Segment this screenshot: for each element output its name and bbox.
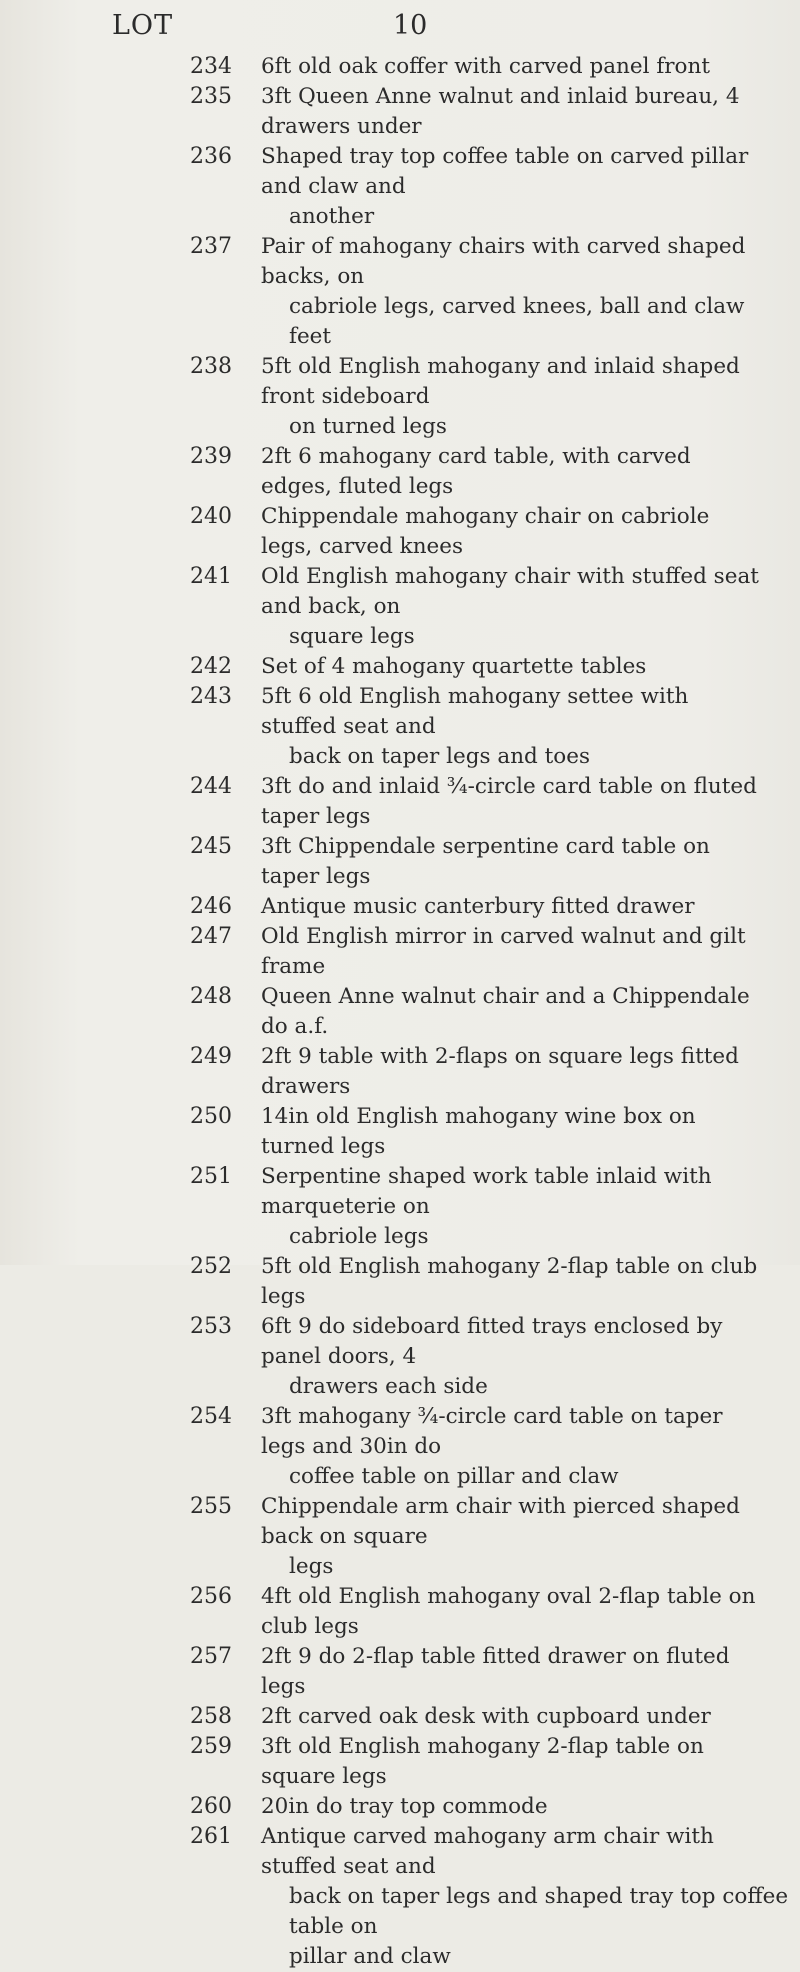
lot-number: 245 [190, 834, 232, 859]
lot-description: 3ft Queen Anne walnut and inlaid bureau, 4 drawers under [261, 84, 740, 139]
lot-row [0, 82, 800, 142]
lot-number: 254 [190, 1404, 232, 1429]
lot-description: Chippendale arm chair with pierced shaped back on square [261, 1494, 740, 1549]
lot-description: Serpentine shaped work table inlaid with marqueterie on [261, 1164, 712, 1219]
lot-number: 235 [190, 84, 232, 109]
lot-number: 246 [190, 894, 232, 919]
lot-description-continued: pillar and claw [289, 1944, 451, 1969]
lot-description: Old English mahogany chair with stuffed seat and back, on [261, 564, 759, 619]
lot-row [0, 1702, 800, 1732]
lot-description: Antique carved mahogany arm chair with stuffed seat and [261, 1824, 714, 1879]
lot-description: Antique music canterbury fitted drawer [261, 894, 695, 919]
lot-row [0, 1822, 800, 1972]
lot-description: 14in old English mahogany wine box on turned legs [261, 1104, 696, 1159]
lot-description-continued: drawers each side [289, 1374, 488, 1399]
lot-description: Old English mirror in carved walnut and gilt frame [261, 924, 746, 979]
lot-number: 247 [190, 924, 232, 949]
lot-number: 256 [190, 1584, 232, 1609]
lot-description: 5ft 6 old English mahogany settee with stuffed seat and [261, 684, 689, 739]
lot-description: 3ft do and inlaid ¾-circle card table on fluted taper legs [261, 774, 757, 829]
lot-description: 2ft carved oak desk with cupboard under [261, 1704, 711, 1729]
lot-row [0, 1252, 800, 1312]
lot-description: 2ft 9 do 2-flap table fitted drawer on fluted legs [261, 1644, 730, 1699]
lot-number: 237 [190, 234, 232, 259]
lot-description-continued: back on taper legs and shaped tray top coffee table on [289, 1884, 789, 1939]
lot-row [0, 1792, 800, 1822]
lot-row [0, 52, 800, 82]
lot-number: 249 [190, 1044, 232, 1069]
lot-description-continued: another [289, 204, 375, 229]
lot-description-continued: square legs [289, 624, 415, 649]
lot-number: 244 [190, 774, 232, 799]
margin-annotations [50, 280, 140, 1080]
lot-row [0, 1102, 800, 1162]
page-number: 10 [393, 10, 428, 41]
lot-description: 4ft old English mahogany oval 2-flap table on club legs [261, 1584, 756, 1639]
lot-description-continued: legs [289, 1554, 334, 1579]
lot-description-continued: back on taper legs and toes [289, 744, 590, 769]
lot-number: 252 [190, 1254, 232, 1279]
lot-number: 238 [190, 354, 232, 379]
lot-number: 239 [190, 444, 232, 469]
lot-number: 260 [190, 1794, 232, 1819]
lot-column-heading: LOT [112, 10, 174, 41]
lot-description: 3ft Chippendale serpentine card table on taper legs [261, 834, 710, 889]
lot-description: 2ft 6 mahogany card table, with carved edges, fluted legs [261, 444, 691, 499]
lot-description: Chippendale mahogany chair on cabriole legs, carved knees [261, 504, 710, 559]
lot-description-continued: on turned legs [289, 414, 447, 439]
lot-row [0, 1492, 800, 1582]
lot-number: 251 [190, 1164, 232, 1189]
lot-row [0, 1402, 800, 1492]
lot-description: Shaped tray top coffee table on carved pillar and claw and [261, 144, 749, 199]
lot-description: Queen Anne walnut chair and a Chippendale do a.f. [261, 984, 750, 1039]
lot-description: 5ft old English mahogany 2-flap table on club legs [261, 1254, 758, 1309]
lot-description-continued: cabriole legs [289, 1224, 429, 1249]
lot-row [0, 1162, 800, 1252]
lot-row [0, 1312, 800, 1402]
lot-description-continued: cabriole legs, carved knees, ball and claw feet [289, 294, 745, 349]
lot-description: 6ft old oak coffer with carved panel front [261, 54, 710, 79]
lot-description-continued: coffee table on pillar and claw [289, 1464, 619, 1489]
lot-number: 258 [190, 1704, 232, 1729]
lot-description: 20in do tray top commode [261, 1794, 548, 1819]
lot-description: 6ft 9 do sideboard fitted trays enclosed by panel doors, 4 [261, 1314, 723, 1369]
lot-number: 242 [190, 654, 232, 679]
lot-row [0, 142, 800, 232]
lot-description: Set of 4 mahogany quartette tables [261, 654, 647, 679]
lot-number: 259 [190, 1734, 232, 1759]
lot-number: 236 [190, 144, 232, 169]
lot-description: 3ft old English mahogany 2-flap table on square legs [261, 1734, 704, 1789]
lot-description: 2ft 9 table with 2-flaps on square legs fitted drawers [261, 1044, 739, 1099]
lot-description: Pair of mahogany chairs with carved shaped backs, on [261, 234, 746, 289]
lot-number: 248 [190, 984, 232, 1009]
lot-number: 257 [190, 1644, 232, 1669]
lot-row [0, 1732, 800, 1792]
lot-number: 255 [190, 1494, 232, 1519]
lot-row [0, 1582, 800, 1642]
lot-number: 253 [190, 1314, 232, 1339]
page-header [0, 10, 800, 50]
lot-row [0, 1642, 800, 1702]
lot-number: 250 [190, 1104, 232, 1129]
lot-number: 241 [190, 564, 232, 589]
lot-number: 261 [190, 1824, 232, 1849]
lot-number: 240 [190, 504, 232, 529]
lot-description: 5ft old English mahogany and inlaid shaped front sideboard [261, 354, 740, 409]
lot-description: 3ft mahogany ¾-circle card table on taper legs and 30in do [261, 1404, 723, 1459]
lot-number: 234 [190, 54, 232, 79]
lot-number: 243 [190, 684, 232, 709]
